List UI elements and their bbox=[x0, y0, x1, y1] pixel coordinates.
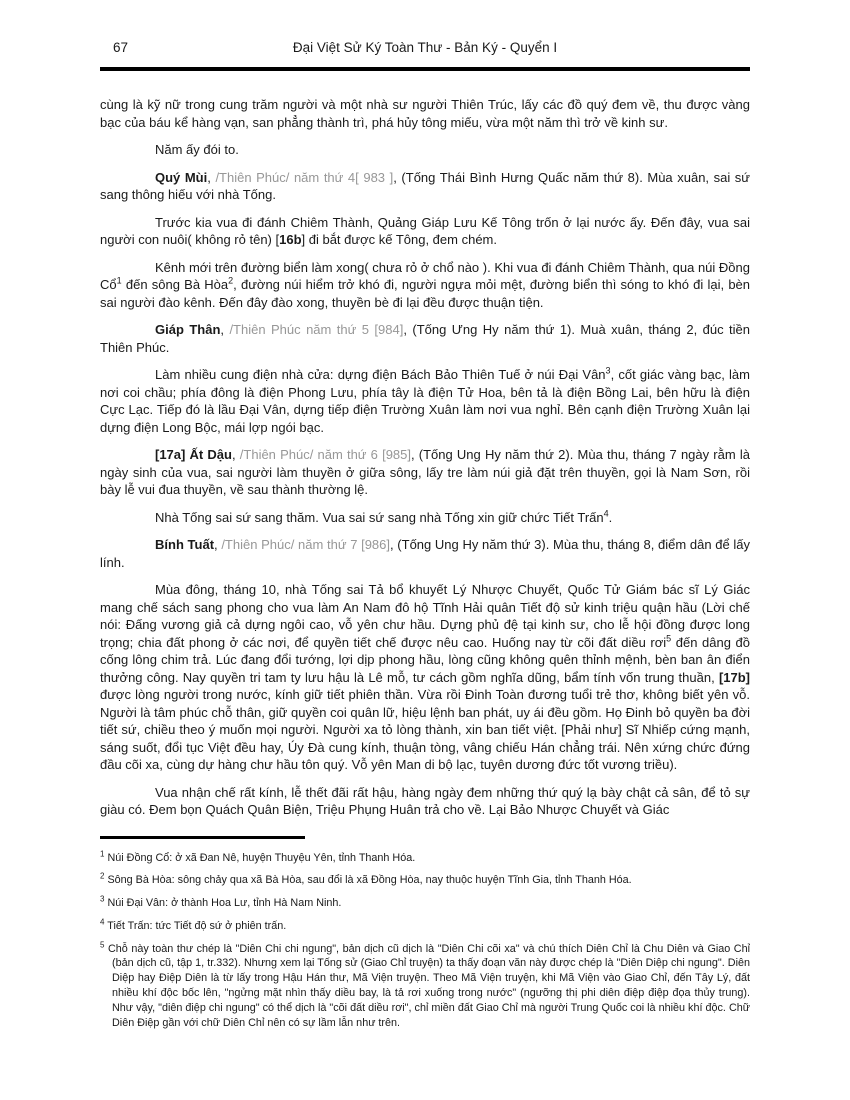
footnote-item bbox=[100, 896, 750, 911]
paragraph bbox=[100, 784, 750, 819]
text-run: . bbox=[608, 509, 613, 525]
footnotes-section bbox=[100, 848, 750, 1031]
footnote-number: 5 bbox=[100, 940, 105, 950]
text-run: , đường núi hiểm trở khó đi, người ngựa mỏi mệt, đường biển thì sóng to khó đi lại, bèn sai người đào kênh. Đến đây đào xong, thuyền bè đi lại đều được thuận tiện. bbox=[100, 277, 751, 310]
text-run: Năm ấy đói to. bbox=[155, 142, 239, 157]
paragraph bbox=[100, 321, 750, 356]
text-run: ] đi bắt được kế Tông, đem chém. bbox=[301, 232, 497, 247]
text-run: Làm nhiều cung điện nhà cửa: dựng điện Bách Bảo Thiên Tuế ở núi Đại Vân bbox=[155, 367, 606, 382]
bold-text: [17b] bbox=[718, 669, 750, 685]
paragraph bbox=[100, 446, 750, 499]
paragraph bbox=[100, 141, 750, 159]
text-run: đến dâng đồ cống lông chim trả. Lúc đang đổi tướng, lợi dịp phong hầu, lòng cũng không quên thỉnh mệnh, bèn ban ân điển thưởng công. Nay quyền tri tam ty lưu hậu là Lê mỗ, tư cách gồm nghĩa dũng, bẩm tính vốn trung thuần, bbox=[100, 634, 750, 685]
footnote-number: 2 bbox=[100, 871, 105, 881]
footnote-ref: 1 bbox=[116, 275, 122, 286]
footnote-number: 1 bbox=[100, 848, 105, 858]
era-label: /Thiên Phúc/ năm thứ 4[ 983 ] bbox=[215, 169, 394, 185]
footnote-text: Sông Bà Hòa: sông chảy qua xã Bà Hòa, sau đổi là xã Đồng Hòa, nay thuộc huyện Tĩnh Gia, tỉnh Thanh Hóa. bbox=[104, 874, 632, 887]
footnote-text: Núi Đại Vân: ở thành Hoa Lư, tỉnh Hà Nam Ninh. bbox=[104, 897, 342, 910]
bold-text: 16b bbox=[279, 232, 302, 247]
paragraph bbox=[100, 581, 750, 774]
text-run: Kênh mới trên đường biển làm xong( chưa rỏ ở chổ nào ). Khi vua đi đánh Chiêm Thành, qua núi Đồng Cổ bbox=[100, 259, 750, 292]
footnote-divider bbox=[100, 836, 305, 839]
body-text bbox=[100, 96, 750, 819]
footnote-text: Tiết Trấn: tức Tiết độ sứ ở phiên trấn. bbox=[104, 919, 287, 932]
bold-text: Giáp Thân bbox=[155, 322, 221, 337]
paragraph bbox=[100, 169, 750, 204]
page-header bbox=[100, 40, 750, 60]
era-label: /Thiên Phúc/ năm thứ 7 [986] bbox=[221, 537, 391, 552]
footnote-item bbox=[100, 848, 750, 866]
footnote-text: Chỗ này toàn thư chép là "Diên Chi chi ngung", bản dịch cũ dịch là "Diên Chi cõi xa" và chú thích Diên Chỉ là Chu Diên và Giao Chỉ (bản dịch cũ, tập 1, tr.332). Nhưng xem lại Tống sử (Giao Chỉ truyện) ta thấy đoạn văn này được chép là "Diên Diệp chi ngung". Diên Diệp hay Điệp Diên là từ lấy trong Hậu Hán thư, Mã Viện truyện. Theo Mã Viện truyện, khi Mã Viện vào Giao Chỉ, đến Tây Lý, đất nhiều khí độc bốc lên, "ngửng mặt nhìn thấy diều bay, là tả rơi xuống trong nước" (ngưỡng thị phi diên điệp điệp đọa thủy trung). Như vậy, "diên điệp chi ngung" có thể dịch là "cõi đất diều rơi", chỉ miền đất Giao Chỉ mà người Trung Quốc coi là nhiều khí độc. Chữ Diên Điệp gần với chữ Diên Chỉ nên có sự lầm lẫn như trên. bbox=[104, 942, 750, 1029]
era-label: /Thiên Phúc/ năm thứ 6 [985] bbox=[239, 447, 411, 462]
text-run: , bbox=[214, 537, 222, 552]
era-label: /Thiên Phúc năm thứ 5 [984] bbox=[229, 322, 404, 337]
text-run: Mùa đông, tháng 10, nhà Tống sai Tả bổ khuyết Lý Nhược Chuyết, Quốc Tử Giám bác sĩ Lý Giác mang chế sách sang phong cho vua làm An Nam đô hộ Tĩnh Hải quân Tiết độ sử kinh triệu quận hầu (Lời chế nói: Đấng vương giả cả dựng ngôi cao, vỗ yên chư hầu. Dựng phủ đệ tại kinh sư, cho lễ hội đồng được long trọng; chia đất phong ở các nơi, để quyền tiết chế được nêu cao. Huống nay từ cõi đất diều rơi bbox=[100, 582, 750, 650]
paragraph bbox=[100, 259, 750, 312]
footnote-item bbox=[100, 873, 750, 888]
paragraph bbox=[100, 96, 750, 131]
text-run: , cốt giác vàng bạc, làm nơi coi chầu; phía đông là điện Phong Lưu, phía tây là điện Tử Hoa, bên tả là điện Bồng Lai, bên hữu là điện Cực Lạc. Tiếp đó là lầu Đại Vân, dựng tiếp điện Trường Xuân làm nơi vua nghỉ. Bên cạnh điện Trường Xuân lại dựng điện Long Bộc, mái lợp ngói bạc. bbox=[100, 367, 750, 435]
footnote-ref: 4 bbox=[603, 508, 609, 519]
text-run: , (Tống Ung Hy năm thứ 2). Mùa thu, tháng 7 ngày rằm là ngày sinh của vua, sai người làm thuyền ở giữa sông, lấy tre làm núi giả đặt trên thuyền, gọi là Nam Sơn, rồi bày lễ vui đua thuyền, về sau thành thường lệ. bbox=[100, 447, 750, 497]
page-number: 67 bbox=[113, 40, 129, 55]
footnote-ref: 5 bbox=[666, 633, 672, 644]
text-run: Vua nhận chế rất kính, lễ thết đãi rất hậu, hàng ngày đem những thứ quý lạ bày chật cả sân, để tỏ sự giàu có. Đem bọn Quách Quân Biện, Triệu Phụng Huân trả cho về. Lại Bảo Nhược Chuyết và Giác bbox=[100, 784, 750, 817]
footnote-item bbox=[100, 942, 750, 1031]
text-run: , (Tống Ưng Hy năm thứ 1). Muà xuân, tháng 2, đúc tiền Thiên Phúc. bbox=[100, 322, 750, 355]
footnote-number: 3 bbox=[100, 894, 105, 904]
paragraph bbox=[100, 509, 750, 527]
footnote-number: 4 bbox=[100, 917, 105, 927]
text-run: Trước kia vua đi đánh Chiêm Thành, Quảng Giáp Lưu Kế Tông trốn ở lại nước ấy. Đến đây, vua sai người con nuôi( không rỏ tên) [ bbox=[100, 214, 750, 247]
text-run: Nhà Tống sai sứ sang thăm. Vua sai sứ sang nhà Tống xin giữ chức Tiết Trấn bbox=[155, 509, 604, 525]
text-run: , bbox=[220, 322, 230, 337]
footnote-item bbox=[100, 919, 750, 934]
paragraph bbox=[100, 536, 750, 571]
paragraph bbox=[100, 366, 750, 436]
text-run: được lòng người trong nước, kính giữ tiết phiên thần. Vừa rồi Đinh Toàn đương tuổi trẻ thơ, không biết yên vỗ. Người là tâm phúc chỗ thân, giữ quyền coi quân lữ, hiệu lệnh ban phát, uy ái đều gồm. Họ Đinh bỏ quyền ba đời tiết sứ, chiều theo ý muốn mọi người. Người xa tỏ lòng thành, xin ban tiết việt. [Phải như] Sĩ Nhiếp cứng mạnh, sáng suốt, đổi tục Việt đều hay, Úy Đà cung kính, thuận tòng, vâng chiếu Hán chẳng trái. Nên xứng chức đứng đầu cõi xa, cùng dự hàng chư hầu tôn quý. Vỗ yên Man di bộ lạc, tuyên dương đức tốt vương triều). bbox=[100, 687, 750, 772]
footnote-ref: 3 bbox=[605, 365, 611, 376]
text-run: cùng là kỹ nữ trong cung trăm người và một nhà sư người Thiên Trúc, lấy các đồ quý đem về, thu được vàng bạc của báu kể hàng vạn, san phẳng thành trì, phá hủy tông miếu, vừa một năm thì trở về kinh sư. bbox=[100, 97, 750, 130]
text-run: , (Tống Thái Bình Hưng Quấc năm thứ 8). Mùa xuân, sai sứ sang thông hiếu với nhà Tống. bbox=[100, 169, 751, 202]
text-run: , (Tống Ung Hy năm thứ 3). Mùa thu, tháng 8, điểm dân để lấy lính. bbox=[100, 537, 750, 570]
paragraph bbox=[100, 214, 750, 249]
header-rule bbox=[100, 67, 750, 71]
bold-text: Bính Tuất bbox=[155, 537, 215, 552]
text-run: , bbox=[207, 169, 216, 185]
footnote-ref: 2 bbox=[228, 275, 234, 286]
page-title: Đại Việt Sử Ký Toàn Thư - Bản Ký - Quyển I bbox=[292, 40, 558, 55]
text-run: đến sông Bà Hòa bbox=[121, 277, 229, 292]
bold-text: Quý Mùi bbox=[155, 169, 208, 185]
bold-text: [17a] Ất Dậu bbox=[155, 447, 232, 462]
footnote-text: Núi Đồng Cổ: ở xã Đan Nê, huyện Thuyệu Yên, tỉnh Thanh Hóa. bbox=[104, 851, 416, 864]
text-run: , bbox=[231, 447, 240, 462]
